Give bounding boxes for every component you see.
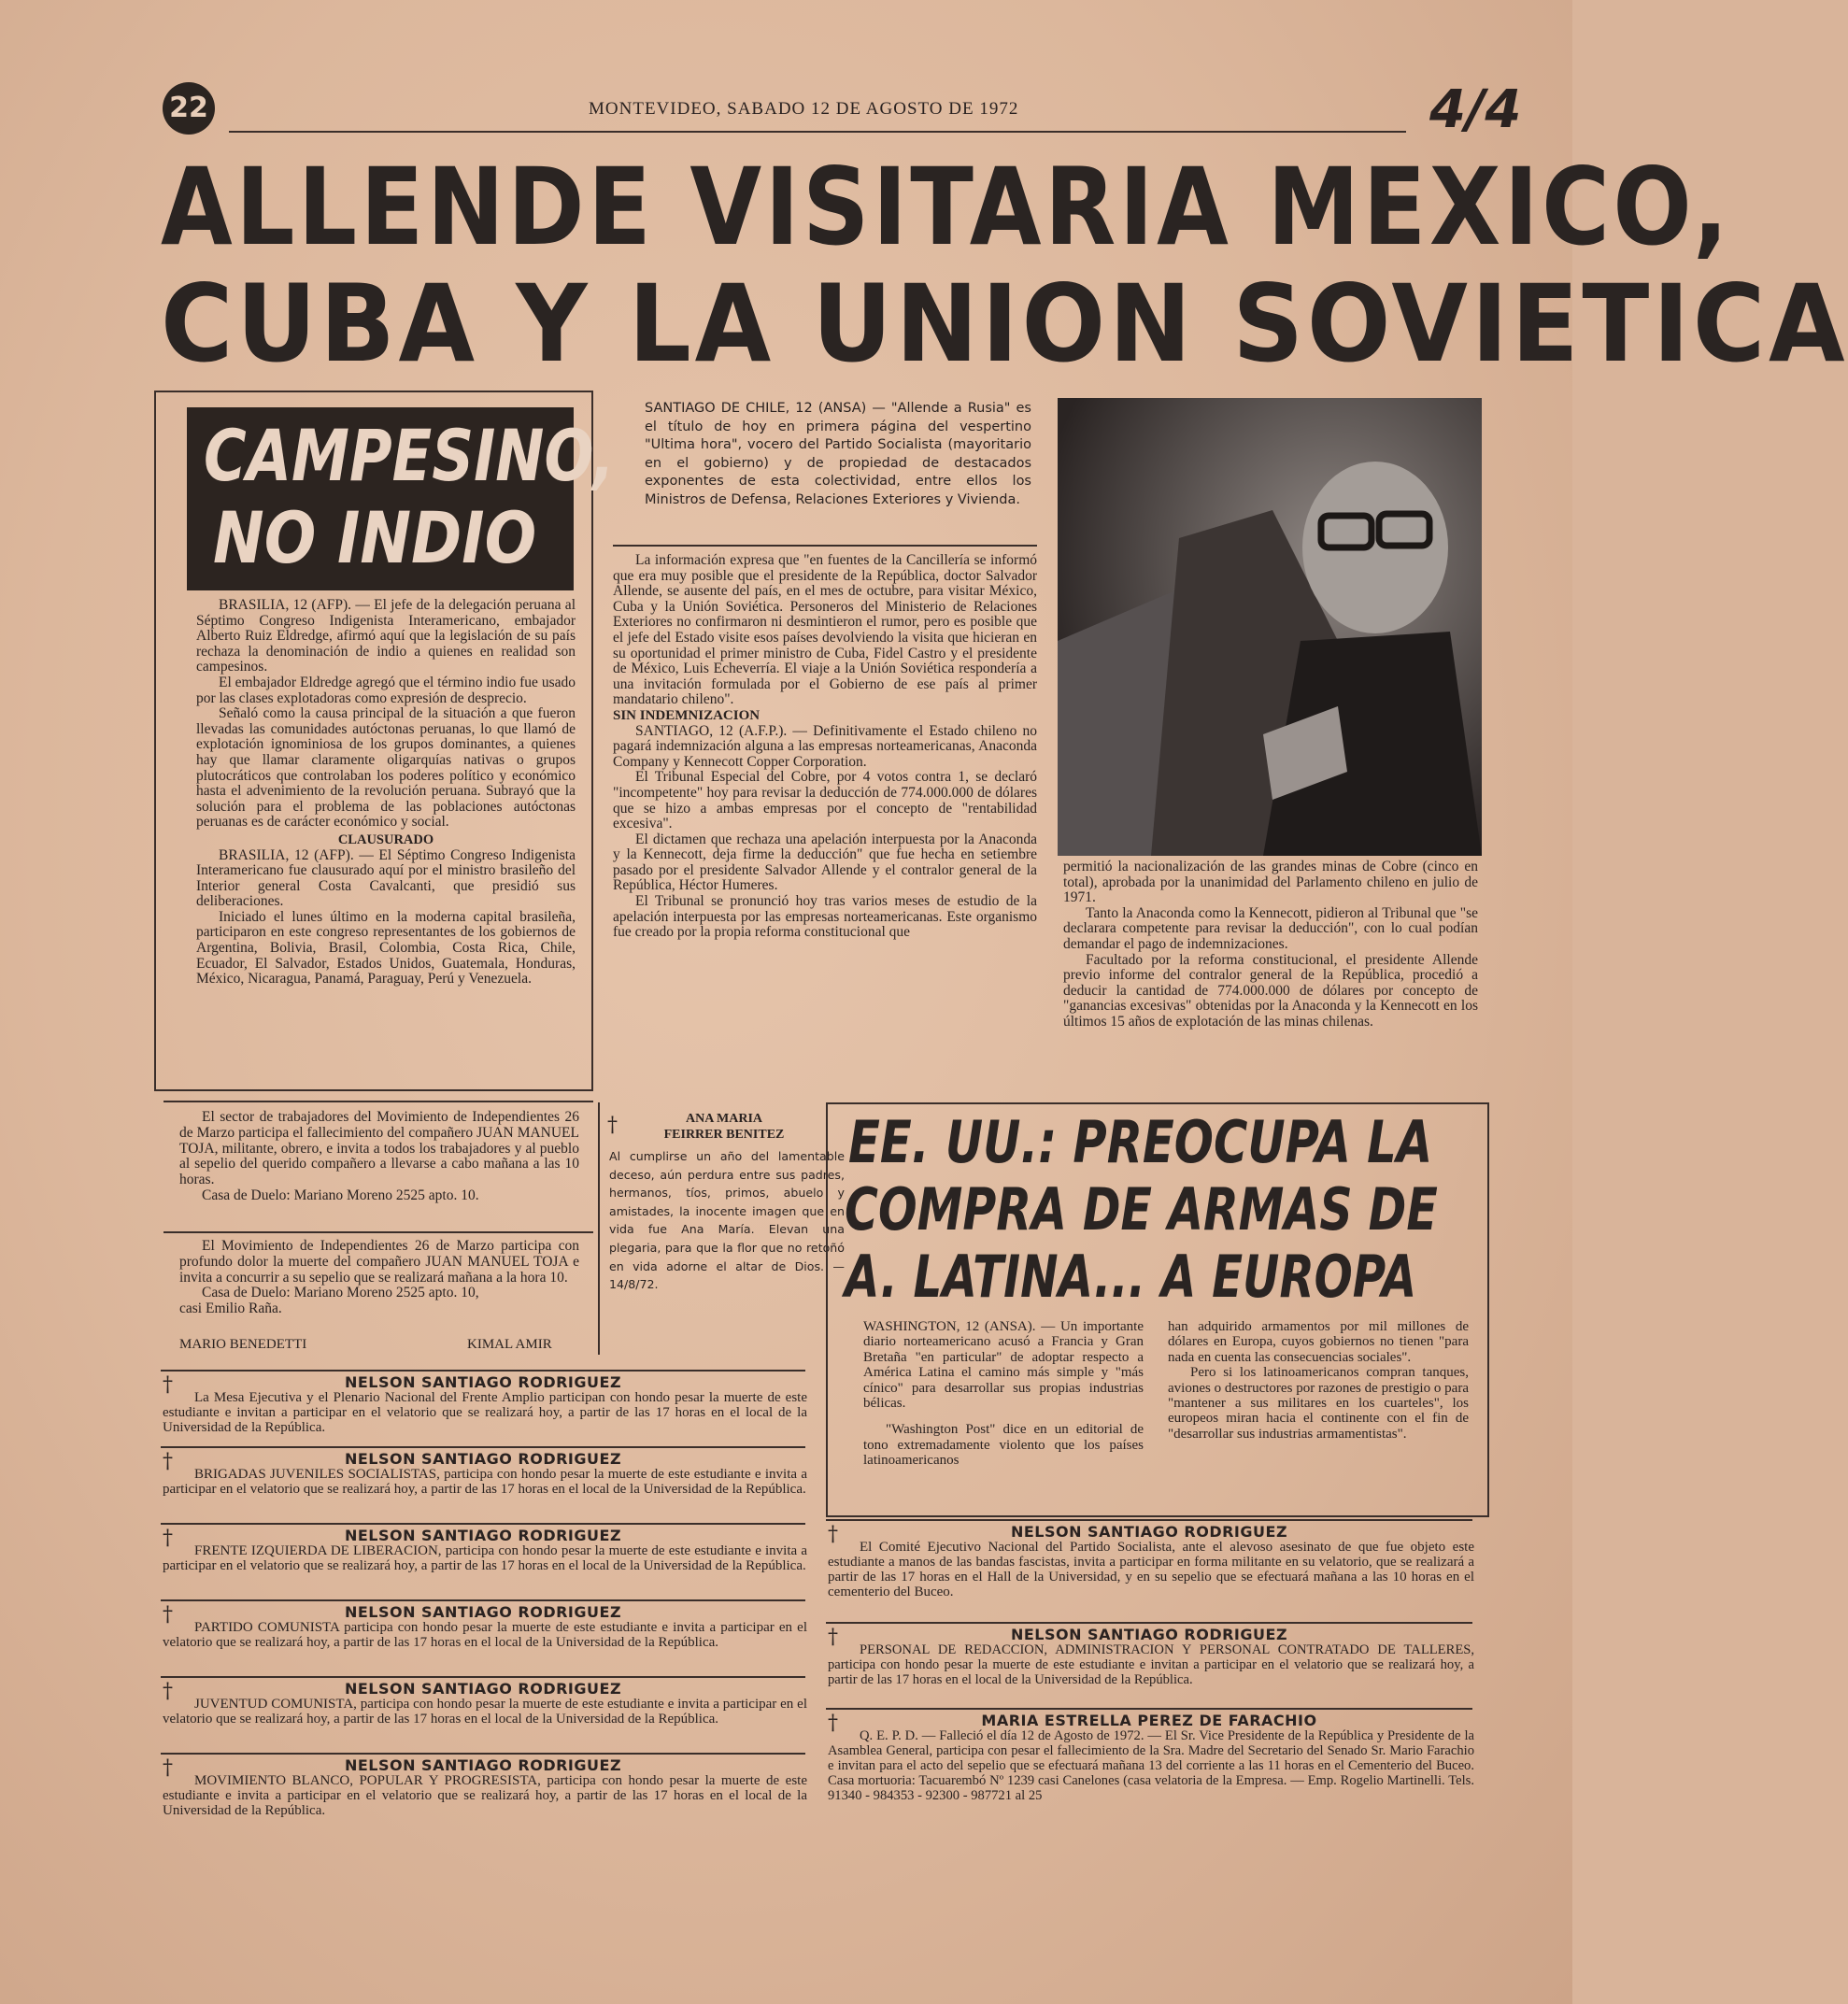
notice-title: NELSON SANTIAGO RODRIGUEZ bbox=[1010, 1626, 1288, 1643]
notice-title: MARIA ESTRELLA PEREZ DE FARACHIO bbox=[981, 1712, 1317, 1729]
armas-title-line3: A. LATINA... A EUROPA bbox=[845, 1243, 1417, 1311]
cross-icon: † bbox=[163, 1373, 173, 1397]
ana-name-line2: FEIRRER BENITEZ bbox=[663, 1128, 785, 1142]
cross-icon: † bbox=[163, 1680, 173, 1703]
page-number: 22 bbox=[169, 92, 208, 124]
allende-paragraph: permitió la nacionalización de las grandes minas de Cobre (cinco en total), aprobada por la unanimidad del Parlamento chileno en julio de 1971. bbox=[1063, 859, 1478, 906]
notice-text: Q. E. P. D. — Falleció el día 12 de Agosto de 1972. — El Sr. Vice Presidente de la República y Presidente de la Asamblea General, participa con pesar el fallecimiento de la Sra. Madre del Secretario del Senado Sr. Mario Farachio e invitan para el acto del sepelio que se efectuará mañana 13 del corriente a las 11 horas en el Cementerio del Buceo. Casa mortuoria: Tacuarembó Nº 1239 casi Canelones (casa velatoria de la Empresa. — Emp. Rogelio Martinelli. Tels. 91340 - 984353 - 92300 - 987721 al 25 bbox=[828, 1728, 1474, 1803]
notice-top-rule bbox=[826, 1519, 1472, 1521]
ana-left-rule bbox=[598, 1102, 600, 1355]
notice-title: NELSON SANTIAGO RODRIGUEZ bbox=[344, 1527, 622, 1544]
notice-title: NELSON SANTIAGO RODRIGUEZ bbox=[344, 1603, 622, 1621]
toja-signature-left: MARIO BENEDETTI bbox=[179, 1337, 307, 1352]
ana-name-line1: ANA MARIA bbox=[685, 1112, 763, 1126]
allende-right-column bbox=[1063, 860, 1478, 1030]
notice-text: La Mesa Ejecutiva y el Plenario Nacional del Frente Amplio participan con hondo pesar la muerte de este estudiante e invitan a participar en el velatorio que se realizará hoy, a partir de las 17 horas en el local de la Universidad de la República. bbox=[163, 1390, 807, 1435]
toja-paragraph: El Movimiento de Independientes 26 de Marzo participa con profundo dolor la muerte del compañero JUAN MANUEL TOJA e invita a concurrir a su sepelio que se realizará mañana a la hora 10. bbox=[179, 1238, 579, 1286]
toja-address: casi Emilio Raña. bbox=[179, 1300, 282, 1317]
toja-mid-rule bbox=[163, 1231, 593, 1233]
notice-top-rule bbox=[161, 1753, 805, 1755]
cross-icon: † bbox=[163, 1527, 173, 1550]
cross-icon: † bbox=[828, 1712, 838, 1735]
allende-paragraph: Facultado por la reforma constitucional, el presidente Allende previo informe del contralor general de la República, procedió a deducir la cantidad de 774.000.000 de dólares por concepto de "ganancias excesivas" obtenidas por la Anaconda y la Kennecott en los últimos 15 años de explotación de las minas chilenas. bbox=[1063, 951, 1478, 1030]
armas-paragraph: han adquirido armamentos por mil millones de dólares en Europa, cuyos gobiernos no tienen "para nada en cuenta las consecuencias sociales". bbox=[1168, 1319, 1469, 1365]
notice-top-rule bbox=[161, 1523, 805, 1525]
notice-top-rule bbox=[161, 1599, 805, 1601]
ana-notice-text: Al cumplirse un año del lamentable deceso, aún perdura entre sus padres, hermanos, tíos, primos, abuelo y amistades, la inocente imagen que en vida fue Ana María. Elevan una plegaria, para que la flor que no retoñó en vida adorne el altar de Dios. — 14/8/72. bbox=[609, 1149, 845, 1292]
allende-paragraph: SANTIAGO, 12 (A.F.P.). — Definitivamente el Estado chileno no pagará indemnización alguna a las empresas norteamericanas, Anaconda Company y Kennecott Copper Corporation. bbox=[613, 722, 1037, 770]
notice-text: BRIGADAS JUVENILES SOCIALISTAS, participa con hondo pesar la muerte de este estudiante e invita a participar en el velatorio que se realizará hoy, a partir de las 17 horas en el local de la Universidad de la República. bbox=[163, 1467, 807, 1497]
notice-title: NELSON SANTIAGO RODRIGUEZ bbox=[1010, 1523, 1288, 1541]
armas-title-line1: EE. UU.: PREOCUPA LA bbox=[848, 1108, 1433, 1176]
toja-address: Casa de Duelo: Mariano Moreno 2525 apto. 10. bbox=[202, 1187, 479, 1203]
notice-text: JUVENTUD COMUNISTA, participa con hondo pesar la muerte de este estudiante e invita a participar en el velatorio que se realizará hoy, a partir de las 17 horas en el local de la Universidad de la República. bbox=[163, 1697, 807, 1727]
cross-icon: † bbox=[607, 1114, 618, 1137]
campesino-subhead: CLAUSURADO bbox=[337, 831, 434, 847]
toja-address: Casa de Duelo: Mariano Moreno 2525 apto. 10, bbox=[202, 1285, 479, 1301]
corner-handwritten-mark: 4/4 bbox=[1429, 79, 1522, 140]
armas-paragraph: "Washington Post" dice en un editorial de tono extremadamente violento que los países latinoamericanos bbox=[863, 1422, 1144, 1469]
armas-title-line2: COMPRA DE ARMAS DE bbox=[845, 1175, 1438, 1244]
toja-notice bbox=[179, 1110, 579, 1204]
photo-portrait-illustration bbox=[1058, 398, 1482, 856]
masthead-rule bbox=[229, 131, 1406, 133]
notice-top-rule bbox=[161, 1676, 805, 1678]
cross-icon: † bbox=[163, 1450, 173, 1473]
main-headline-line2: CUBA Y LA UNION SOVIETICA bbox=[161, 262, 1848, 386]
notice-title: NELSON SANTIAGO RODRIGUEZ bbox=[344, 1680, 622, 1698]
notice-title: NELSON SANTIAGO RODRIGUEZ bbox=[344, 1450, 622, 1468]
cross-icon: † bbox=[163, 1756, 173, 1780]
allende-paragraph: El Tribunal se pronunció hoy tras varios meses de estudio de la apelación interpuesta por las empresas norteamericanas. Este organismo fue creado por la propia reforma constitucional que bbox=[613, 893, 1037, 941]
toja-notice-2 bbox=[179, 1239, 579, 1317]
dateline: MONTEVIDEO, SABADO 12 DE AGOSTO DE 1972 bbox=[589, 99, 1019, 119]
allende-lead-rule bbox=[613, 545, 1037, 547]
notice-text: El Comité Ejecutivo Nacional del Partido Socialista, ante el alevoso asesinato de que fue objeto este estudiante a manos de las bandas fascistas, invita a participar en forma militante en su velatorio, que se realizará a partir de las 17 horas en el Hall de la Universidad, y en su sepelio que se efectuará mañana a las 10 horas en el cementerio del Buceo. bbox=[828, 1540, 1474, 1599]
toja-paragraph: El sector de trabajadores del Movimiento de Independientes 26 de Marzo participa el fallecimiento del compañero JUAN MANUEL TOJA, militante, obrero, e invita a todos los trabajadores y al pueblo al sepelio del querido compañero a llevarse a cabo mañana a las 10 horas. bbox=[179, 1109, 579, 1188]
campesino-body bbox=[196, 598, 576, 988]
campesino-paragraph: Iniciado el lunes último en la moderna capital brasileña, participaron en este congreso representantes de los gobiernos de Argentina, Bolivia, Brasil, Colombia, Costa Rica, Chile, Ecuador, El Salvador, Estados Unidos, Guatemala, Honduras, México, Nicaragua, Panamá, Paraguay, Perú y Venezuela. bbox=[196, 908, 576, 988]
allende-subhead: SIN INDEMNIZACION bbox=[613, 707, 761, 723]
cross-icon: † bbox=[163, 1603, 173, 1627]
campesino-paragraph: Señaló como la causa principal de la situación a que fueron llevadas las comunidades autóctonas peruanas, lo que llamó de explotación ignominiosa de los grupos dominantes, a quienes hay que llamar claramente oligarquías nativas o grupos plutocráticos que controlaban los poderes político y económico hasta el advenimiento de la revolución peruana. Subrayó que la solución para el problema de las poblaciones autóctonas peruanas es de carácter económico y social. bbox=[196, 705, 576, 831]
notice-text: PARTIDO COMUNISTA participa con hondo pesar la muerte de este estudiante e invita a participar en el velatorio que se realizará hoy, a partir de las 17 horas en el local de la Universidad de la República. bbox=[163, 1620, 807, 1650]
notice-title: NELSON SANTIAGO RODRIGUEZ bbox=[344, 1373, 622, 1391]
notice-title: NELSON SANTIAGO RODRIGUEZ bbox=[344, 1756, 622, 1774]
notice-text: MOVIMIENTO BLANCO, POPULAR Y PROGRESISTA, participa con hondo pesar la muerte de este estudiante e invita a participar en el velatorio que se realizará hoy, a partir de las 17 horas en el local de la Universidad de la República. bbox=[163, 1773, 807, 1818]
allende-body bbox=[613, 553, 1037, 941]
campesino-paragraph: BRASILIA, 12 (AFP). — El jefe de la delegación peruana al Séptimo Congreso Indigenista Interamericano, embajador Alberto Ruiz Eldredge, afirmó aquí que la legislación de su país rechaza la denominación de indio a quienes en realidad son campesinos. bbox=[196, 597, 576, 675]
notice-top-rule bbox=[826, 1708, 1472, 1710]
toja-signature-right: KIMAL AMIR bbox=[467, 1337, 552, 1352]
armas-paragraph: WASHINGTON, 12 (ANSA). — Un importante diario norteamericano acusó a Francia y Gran Bretaña "en particular" de adoptar respecto a América Latina el camino más simple y "más cínico" para desarrollar sus propias industrias bélicas. bbox=[863, 1319, 1144, 1412]
allende-paragraph: Tanto la Anaconda como la Kennecott, pidieron al Tribunal que "se declarara competente para revisar la deducción", con lo cual podían demandar el pago de indemnizaciones. bbox=[1063, 904, 1478, 952]
toja-top-rule bbox=[163, 1101, 593, 1102]
armas-col1 bbox=[863, 1319, 1144, 1469]
allende-paragraph: La información expresa que "en fuentes de la Cancillería se informó que era muy posible que el presidente de la República, doctor Salvador Allende, se ausente del país, en el mes de octubre, para visitar México, Cuba y la Unión Soviética. Personeros del Ministerio de Relaciones Exteriores no confirmaron ni desmintieron el rumor, pero es posible que el jefe del Estado visite esos países devolviendo la visita que hicieran en su oportunidad el primer ministro de Cuba, Fidel Castro y el presidente de México, Luis Echeverría. El viaje a la Unión Soviética respondería a una invitación formulada por el Gobierno de ese país al primer mandatario chileno". bbox=[613, 552, 1037, 708]
notice-top-rule bbox=[161, 1370, 805, 1372]
allende-paragraph: El dictamen que rechaza una apelación interpuesta por la Anaconda y la Kennecott, deja firme la deducción" que fue hecha en setiembre pasado por el presidente Salvador Allende y el contralor general de la República, Héctor Humeres. bbox=[613, 831, 1037, 894]
cross-icon: † bbox=[828, 1626, 838, 1649]
cross-icon: † bbox=[828, 1523, 838, 1546]
armas-col2 bbox=[1168, 1319, 1469, 1442]
notice-top-rule bbox=[161, 1446, 805, 1448]
allende-photo bbox=[1058, 398, 1482, 856]
allende-lead: SANTIAGO DE CHILE, 12 (ANSA) — "Allende a Rusia" es el título de hoy en primera página del vespertino "Ultima hora", vocero del Partido Socialista (mayoritario en el gobierno) y de propiedad de destacados exponentes de esta colectividad, entre ellos los Ministros de Defensa, Relaciones Exteriores y Vivienda. bbox=[645, 401, 1031, 507]
campesino-title-line1: CAMPESINO, bbox=[204, 414, 615, 497]
campesino-paragraph: BRASILIA, 12 (AFP). — El Séptimo Congreso Indigenista Interamericano fue clausurado aquí por el ministro brasileño del Interior general Costa Cavalcanti, que presidió sus deliberaciones. bbox=[196, 846, 576, 910]
armas-paragraph: Pero si los latinoamericanos compran tanques, aviones o destructores por razones de prestigio o para "mantener a sus militares en los cuarteles", los europeos miran hacia el continente con el fin de "desarrollar sus industrias armamentistas". bbox=[1168, 1365, 1469, 1442]
notice-text: PERSONAL DE REDACCION, ADMINISTRACION Y PERSONAL CONTRATADO DE TALLERES, participa con hondo pesar la muerte de este estudiante e invitan a participar en el velatorio que se realizará hoy, a partir de las 17 horas en el local de la Universidad de la República. bbox=[828, 1642, 1474, 1687]
main-headline-line1: ALLENDE VISITARIA MEXICO, bbox=[161, 145, 1732, 269]
allende-paragraph: El Tribunal Especial del Cobre, por 4 votos contra 1, se declaró "incompetente" hoy para revisar la deducción de 774.000.000 de dólares que se hizo a ambas empresas por el concepto de "rentabilidad excesiva". bbox=[613, 769, 1037, 832]
campesino-title-line2: NO INDIO bbox=[213, 496, 537, 579]
notice-top-rule bbox=[826, 1622, 1472, 1624]
notice-text: FRENTE IZQUIERDA DE LIBERACION, participa con hondo pesar la muerte de este estudiante e invita a participar en el velatorio que se realizará hoy, a partir de las 17 horas en el local de la Universidad de la República. bbox=[163, 1543, 807, 1573]
campesino-paragraph: El embajador Eldredge agregó que el término indio fue usado por las clases explotadoras como expresión de desprecio. bbox=[196, 674, 576, 706]
